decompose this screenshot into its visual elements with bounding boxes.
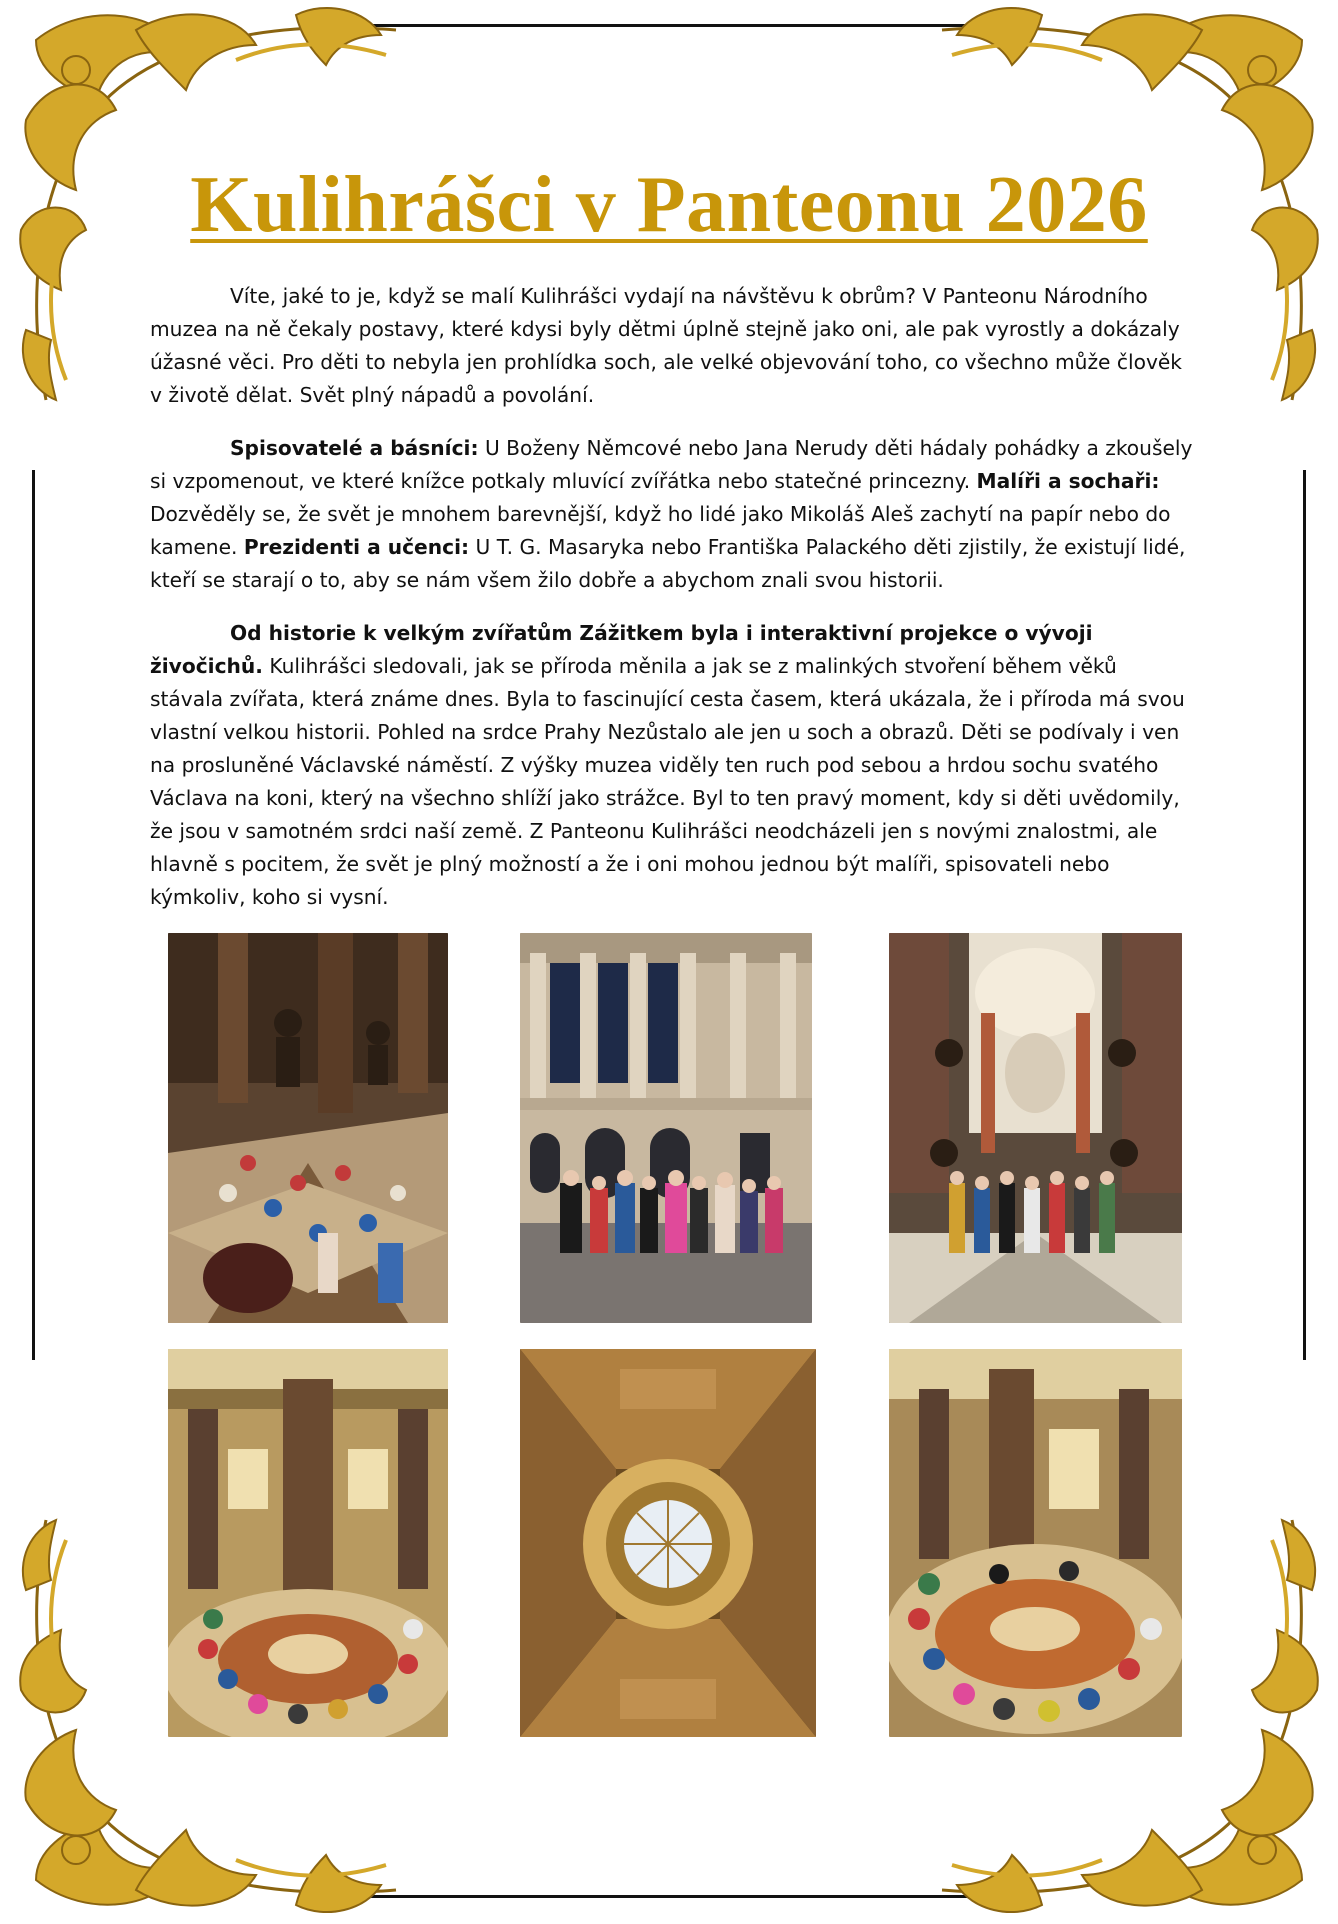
frame-line-top [360, 24, 980, 27]
photo-children-seated-circle [889, 1349, 1182, 1737]
paragraph-personalities [150, 432, 1195, 597]
article-body [150, 280, 1195, 934]
photo-dome-ceiling [520, 1349, 816, 1737]
frame-line-bottom [360, 1895, 980, 1898]
photo-panteon-hall-children [168, 933, 448, 1323]
photo-museum-facade-group [520, 933, 812, 1323]
page-title [0, 160, 1338, 250]
heading-writers: Spisovatelé a básníci: [230, 436, 479, 460]
text-writers: U Boženy Němcové nebo Jana Nerudy děti hádaly pohádky a zkoušely si vzpomenout, ve které knížce potkaly mluvící zvířátka nebo statečné princezny. [150, 436, 1193, 493]
heading-history: Od historie k velkým zvířatům Zážitkem byla i interaktivní projekce o vývoji živočichů. [150, 621, 1093, 678]
frame-line-right [1303, 470, 1306, 1360]
paragraph-intro-text: Víte, jaké to je, když se malí Kulihrášci vydají na návštěvu k obrům? V Panteonu Národního muzea na ně čekaly postavy, které kdysi byly dětmi úplně stejně jako oni, ale pak vyrostly a dokázaly úžasné věci. Pro děti to nebyla jen prohlídka soch, ale velké objevování toho, co všechno může člověk v životě dělat. Svět plný nápadů a povolání. [150, 284, 1182, 407]
heading-presidents: Prezidenti a učenci: [243, 535, 470, 559]
text-presidents: U T. G. Masaryka nebo Františka Palackého děti zjistily, že existují lidé, kteří se starají o to, aby se nám všem žilo dobře a abychom znali svou historii. [150, 535, 1186, 592]
paragraph-history [150, 617, 1195, 914]
text-history: Kulihrášci sledovali, jak se příroda měnila a jak se z malinkých stvoření během věků stávala zvířata, která známe dnes. Byla to fascinující cesta časem, která ukázala, že i příroda má svou vlastní velkou historii. Pohled na srdce Prahy Nezůstalo ale jen u soch a obrazů. Děti se podívaly i ven na prosluněné Václavské náměstí. Z výšky muzea viděly ten ruch pod sebou a hrdou sochu svatého Václava na koni, který na všechno shlíží jako strážce. Byl to ten pravý moment, kdy si děti uvědomily, že jsou v samotném srdci naší země. Z Panteonu Kulihrášci neodcházeli jen s novými znalostmi, ale hlavně s pocitem, že svět je plný možností a že i oni mohou jednou být malíři, spisovateli nebo kýmkoliv, koho si vysní. [150, 654, 1185, 909]
paragraph-intro [150, 280, 1195, 412]
photo-panteon-floor-circle [168, 1349, 448, 1737]
text-painters: Dozvěděly se, že svět je mnohem barevnější, když ho lidé jako Mikoláš Aleš zachytí na papír nebo do kamene. [150, 502, 1171, 559]
page-title-text: Kulihrášci v Panteonu 2026 [190, 161, 1148, 249]
heading-painters: Malíři a sochaři: [976, 469, 1160, 493]
frame-line-left [32, 470, 35, 1360]
photo-bust-niche-group [889, 933, 1182, 1323]
